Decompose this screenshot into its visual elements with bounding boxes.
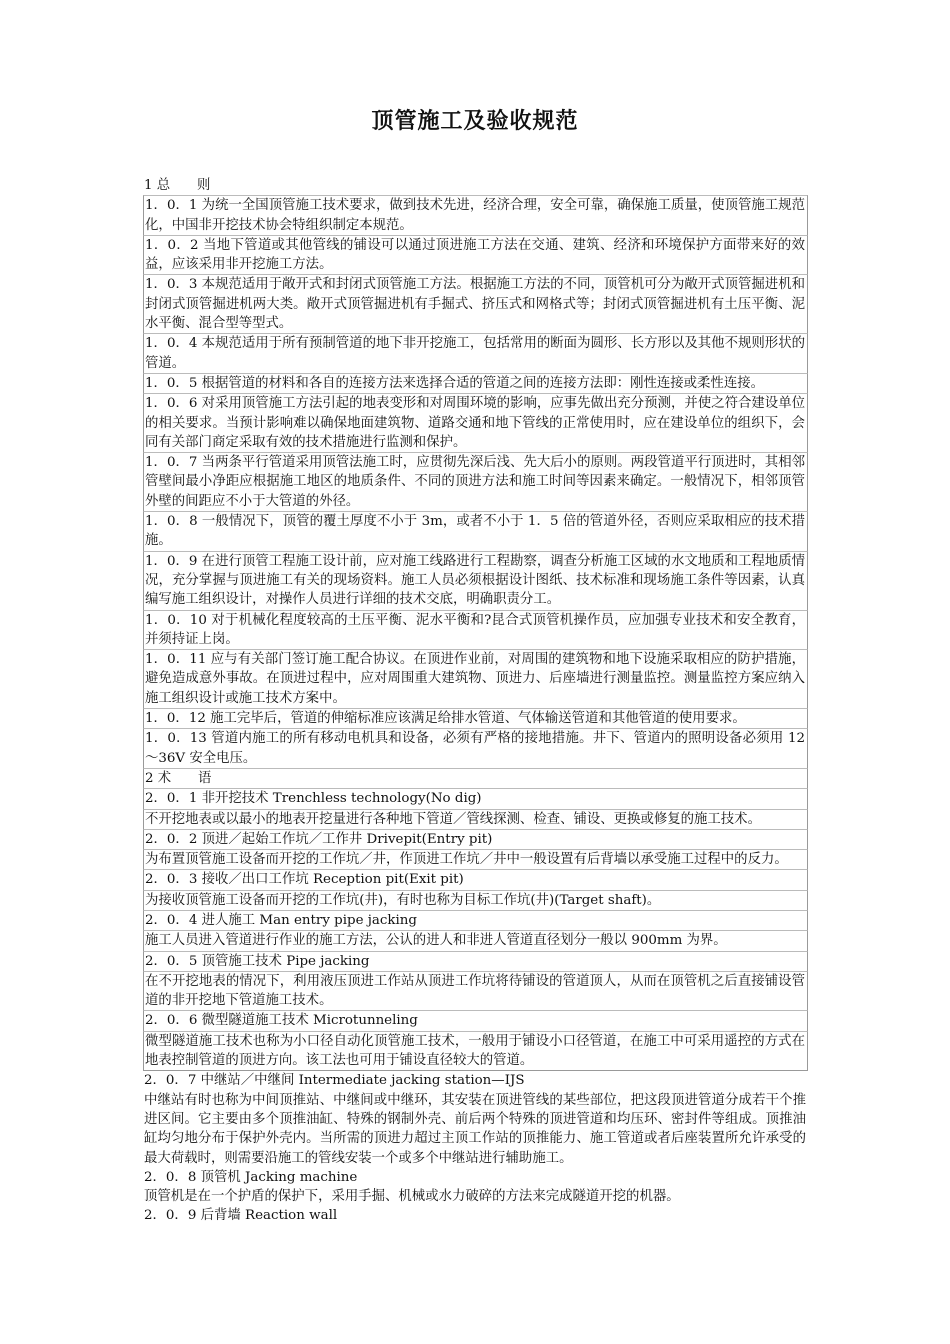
term-2-0-7: 2．0．7 中继站／中继间 Intermediate jacking station—IJS: [144, 1073, 525, 1089]
clause-1-0-12: 1．0．12 施工完毕后，管道的伸缩标准应该满足给排水管道、气体输送管道和其他管道的使用要求。: [143, 708, 808, 728]
term-2-0-1-def: 不开挖地表或以最小的地表开挖量进行各种地下管道／管线探测、检查、铺设、更换或修复的施工技术。: [143, 809, 808, 829]
section-heading-general: 1 总 则: [144, 178, 211, 193]
clause-1-0-7: 1．0．7 当两条平行管道采用顶管法施工时，应贯彻先深后浅、先大后小的原则。两段管道平行顶进时，其相邻管壁间最小净距应根据施工地区的地质条件、不同的顶进方法和施工时间等因素来确定。一般情况下，相邻顶管外壁的间距应不小于大管道的外径。: [143, 452, 808, 511]
term-2-0-9: 2．0．9 后背墙 Reaction wall: [144, 1208, 338, 1224]
clause-1-0-1: 1．0．1 为统一全国顶管施工技术要求，做到技术先进，经济合理，安全可靠，确保施工质量，使顶管施工规范化，中国非开挖技术协会特组织制定本规范。: [143, 195, 808, 235]
clause-1-0-5: 1．0．5 根据管道的材料和各自的连接方法来选择合适的管道之间的连接方法即：刚性连接或柔性连接。: [143, 373, 808, 393]
term-2-0-5: 2．0．5 顶管施工技术 Pipe jacking: [143, 951, 808, 971]
term-2-0-3: 2．0．3 接收／出口工作坑 Reception pit(Exit pit): [143, 869, 808, 889]
term-2-0-2-def: 为布置顶管施工设备而开挖的工作坑／井，作顶进工作坑／井中一般设置有后背墙以承受施工过程中的反力。: [143, 849, 808, 869]
term-2-0-6: 2．0．6 微型隧道施工技术 Microtunneling: [143, 1010, 808, 1030]
term-2-0-6-def: 微型隧道施工技术也称为小口径自动化顶管施工技术，一般用于铺设小口径管道，在施工中可采用遥控的方式在地表控制管道的顶进方向。该工法也可用于铺设直径较大的管道。: [143, 1031, 808, 1072]
clause-1-0-13: 1．0．13 管道内施工的所有移动电机具和设备，必须有严格的接地措施。井下、管道内的照明设备必须用 12～36V 安全电压。: [143, 728, 808, 768]
clause-1-0-11: 1．0．11 应与有关部门签订施工配合协议。在顶进作业前，对周围的建筑物和地下设施采取相应的防护措施，避免造成意外事故。在顶进过程中，应对周围重大建筑物、顶进力、后座墙进行测量监控。测量监控方案应纳入施工组织设计或施工技术方案中。: [143, 649, 808, 708]
term-2-0-1: 2．0．1 非开挖技术 Trenchless technology(No dig): [143, 788, 808, 808]
clause-1-0-3: 1．0．3 本规范适用于敞开式和封闭式顶管施工方法。根据施工方法的不同，顶管机可分为敞开式顶管掘进机和封闭式顶管掘进机两大类。敞开式顶管掘进机有手掘式、挤压式和网格式等；封闭式顶管掘进机有土压平衡、泥水平衡、混合型等型式。: [143, 274, 808, 333]
clause-1-0-9: 1．0．9 在进行顶管工程施工设计前，应对施工线路进行工程勘察，调查分析施工区域的水文地质和工程地质情况，充分掌握与顶进施工有关的现场资料。施工人员必须根据设计图纸、技术标准和现场施工条件等因素，认真编写施工组织设计，对操作人员进行详细的技术交底，明确职责分工。: [143, 551, 808, 610]
document-body: [143, 176, 808, 1226]
section-heading-terms: 2 术 语: [143, 768, 808, 788]
term-2-0-8: 2．0．8 顶管机 Jacking machine: [144, 1169, 358, 1185]
term-2-0-5-def: 在不开挖地表的情况下，利用液压顶进工作站从顶进工作坑将待铺设的管道顶人，从而在顶管机之后直接铺设管道的非开挖地下管道施工技术。: [143, 971, 808, 1011]
clause-1-0-8: 1．0．8 一般情况下，顶管的覆土厚度不小于 3m，或者不小于 1．5 倍的管道外径，否则应采取相应的技术措施。: [143, 511, 808, 551]
clause-1-0-4: 1．0．4 本规范适用于所有预制管道的地下非开挖施工，包括常用的断面为圆形、长方形以及其他不规则形状的管道。: [143, 333, 808, 373]
document-title: 顶管施工及验收规范: [371, 108, 579, 134]
term-2-0-8-def: 顶管机是在一个护盾的保护下，采用手掘、机械或水力破碎的方法来完成隧道开挖的机器。: [144, 1189, 680, 1205]
term-2-0-4: 2．0．4 进人施工 Man entry pipe jacking: [143, 910, 808, 930]
term-2-0-2: 2．0．2 顶进／起始工作坑／工作井 Drivepit(Entry pit): [143, 829, 808, 849]
term-2-0-3-def: 为接收顶管施工设备而开挖的工作坑(井)，有时也称为目标工作坑(井)(Target shaft)。: [143, 890, 808, 910]
term-2-0-7-def: 中继站有时也称为中间顶推站、中继间或中继环，其安装在顶进管线的某些部位，把这段顶进管道分成若干个推进区间。它主要由多个顶推油缸、特殊的钢制外壳、前后两个特殊的顶进管道和均压环、密封件等组成。顶推油缸均匀地分布于保护外壳内。当所需的顶进力超过主顶工作站的顶推能力、施工管道或者后座装置所允许承受的最大荷载时，则需要沿施工的管线安装一个或多个中继站进行辅助施工。: [144, 1092, 806, 1166]
clause-1-0-6: 1．0．6 对采用顶管施工方法引起的地表变形和对周围环境的影响，应事先做出充分预测，并使之符合建设单位的相关要求。当预计影响难以确保地面建筑物、道路交通和地下管线的正常使用时，应在建设单位的组织下，会同有关部门商定采取有效的技术措施进行监测和保护。: [143, 393, 808, 452]
clause-1-0-2: 1．0．2 当地下管道或其他管线的铺设可以通过顶进施工方法在交通、建筑、经济和环境保护方面带来好的效益，应该采用非开挖施工方法。: [143, 235, 808, 275]
clause-1-0-10: 1．0．10 对于机械化程度较高的土压平衡、泥水平衡和?昆合式顶管机操作员，应加强专业技术和安全教育，并须持证上岗。: [143, 610, 808, 650]
term-2-0-4-def: 施工人员进入管道进行作业的施工方法，公认的进人和非进人管道直径划分一般以 900mm 为界。: [143, 930, 808, 950]
